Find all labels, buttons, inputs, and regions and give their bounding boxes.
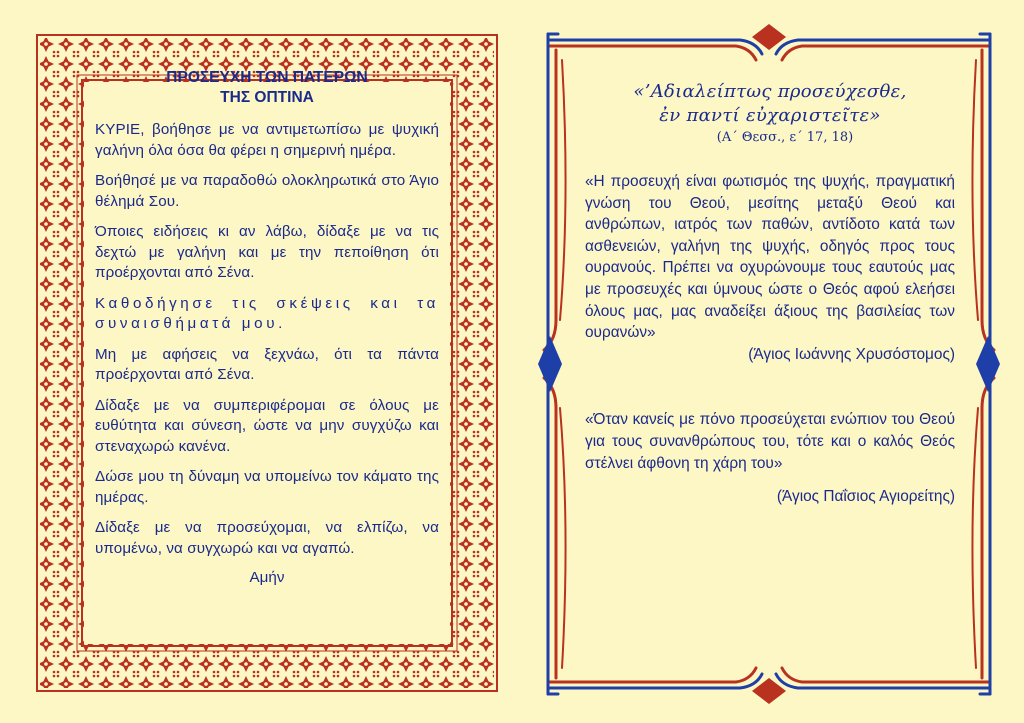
prayer-paragraph: Δίδαξε με να συμπεριφέρομαι σε όλους με ευθύτητα και σύνεση, ώστε να μην συγχύζω και στεναχωρώ κανένα. xyxy=(95,396,439,455)
left-prayer-card xyxy=(36,34,498,692)
right-card-text xyxy=(585,80,955,680)
prayer-paragraph: Καθοδήγησε τις σκέψεις και τα συναισθήματά μου. xyxy=(95,294,439,332)
epigraph-reference: (Α΄ Θεσσ., ε΄ 17, 18) xyxy=(716,130,854,145)
prayer-paragraph: Μη με αφήσεις να ξεχνάω, ότι τα πάντα προέρχονται από Σένα. xyxy=(95,345,439,383)
prayer-paragraph: Δώσε μου τη δύναμη να υπομείνω τον κάματο της ημέρας. xyxy=(95,468,439,506)
prayer-paragraph: Όποιες ειδήσεις κι αν λάβω, δίδαξε με να τις δεχτώ με γαλήνη και με την πεποίθηση ότι προέρχονται από Σένα. xyxy=(95,223,439,281)
prayer-paragraph: ΚΥΡΙΕ, βοήθησε με να αντιμετωπίσω με ψυχική γαλήνη όλα όσα θα φέρει η σημερινή ημέρα. xyxy=(95,121,439,159)
prayer-amen: Αμήν xyxy=(249,569,285,586)
right-quotes-card xyxy=(530,20,1008,708)
attribution-paisios: (Άγιος Παΐσιος Αγιορείτης) xyxy=(776,488,955,506)
prayer-paragraph: Βοήθησέ με να παραδοθώ ολοκληρωτικά στο Άγιο θέλημά Σου. xyxy=(95,172,439,210)
quote-chrysostom: «Η προσευχή είναι φωτισμός της ψυχής, πραγματική γνώση του Θεού, μεσίτης μεταξύ Θεού και ανθρώπων, ιατρός των παθών, αντίδοτο κατά των ασθενειών, γαλήνη της ψυχής, οδηγός προς τους ουρανούς. Πρέπει να οχυρώνουμε τους εαυτούς μας με προσευχές και ύμνους ώστε ο Θεός αφού ελεήσει όλους μας, μας αναδείξει άξιους της βασιλείας των ουρανών» xyxy=(585,173,955,342)
prayer-title-line-1: ΠΡΟΣΕΥΧΗ ΤΩΝ ΠΑΤΕΡΩΝ xyxy=(166,69,368,86)
prayer-title xyxy=(95,68,439,108)
epigraph-line-2: ἐν παντί εὐχαριστεῖτε» xyxy=(659,105,881,126)
quote-paisios: «Όταν κανείς με πόνο προσεύχεται ενώπιον του Θεού για τους συνανθρώπους του, τότε και ο καλός Θεός στέλνει άφθονη τη χάρη του» xyxy=(585,411,955,472)
prayer-title-line-2: ΤΗΣ ΟΠΤΙΝΑ xyxy=(220,89,314,106)
prayer-paragraph: Δίδαξε με να προσεύχομαι, να ελπίζω, να υπομένω, να συγχωρώ και να αγαπώ. xyxy=(95,519,439,557)
epigraph-line-1: «’Αδιαλείπτως προσεύχεσθε, xyxy=(633,81,907,102)
attribution-chrysostom: (Άγιος Ιωάννης Χρυσόστομος) xyxy=(748,345,955,363)
epigraph xyxy=(585,80,955,145)
left-card-text xyxy=(95,68,439,668)
